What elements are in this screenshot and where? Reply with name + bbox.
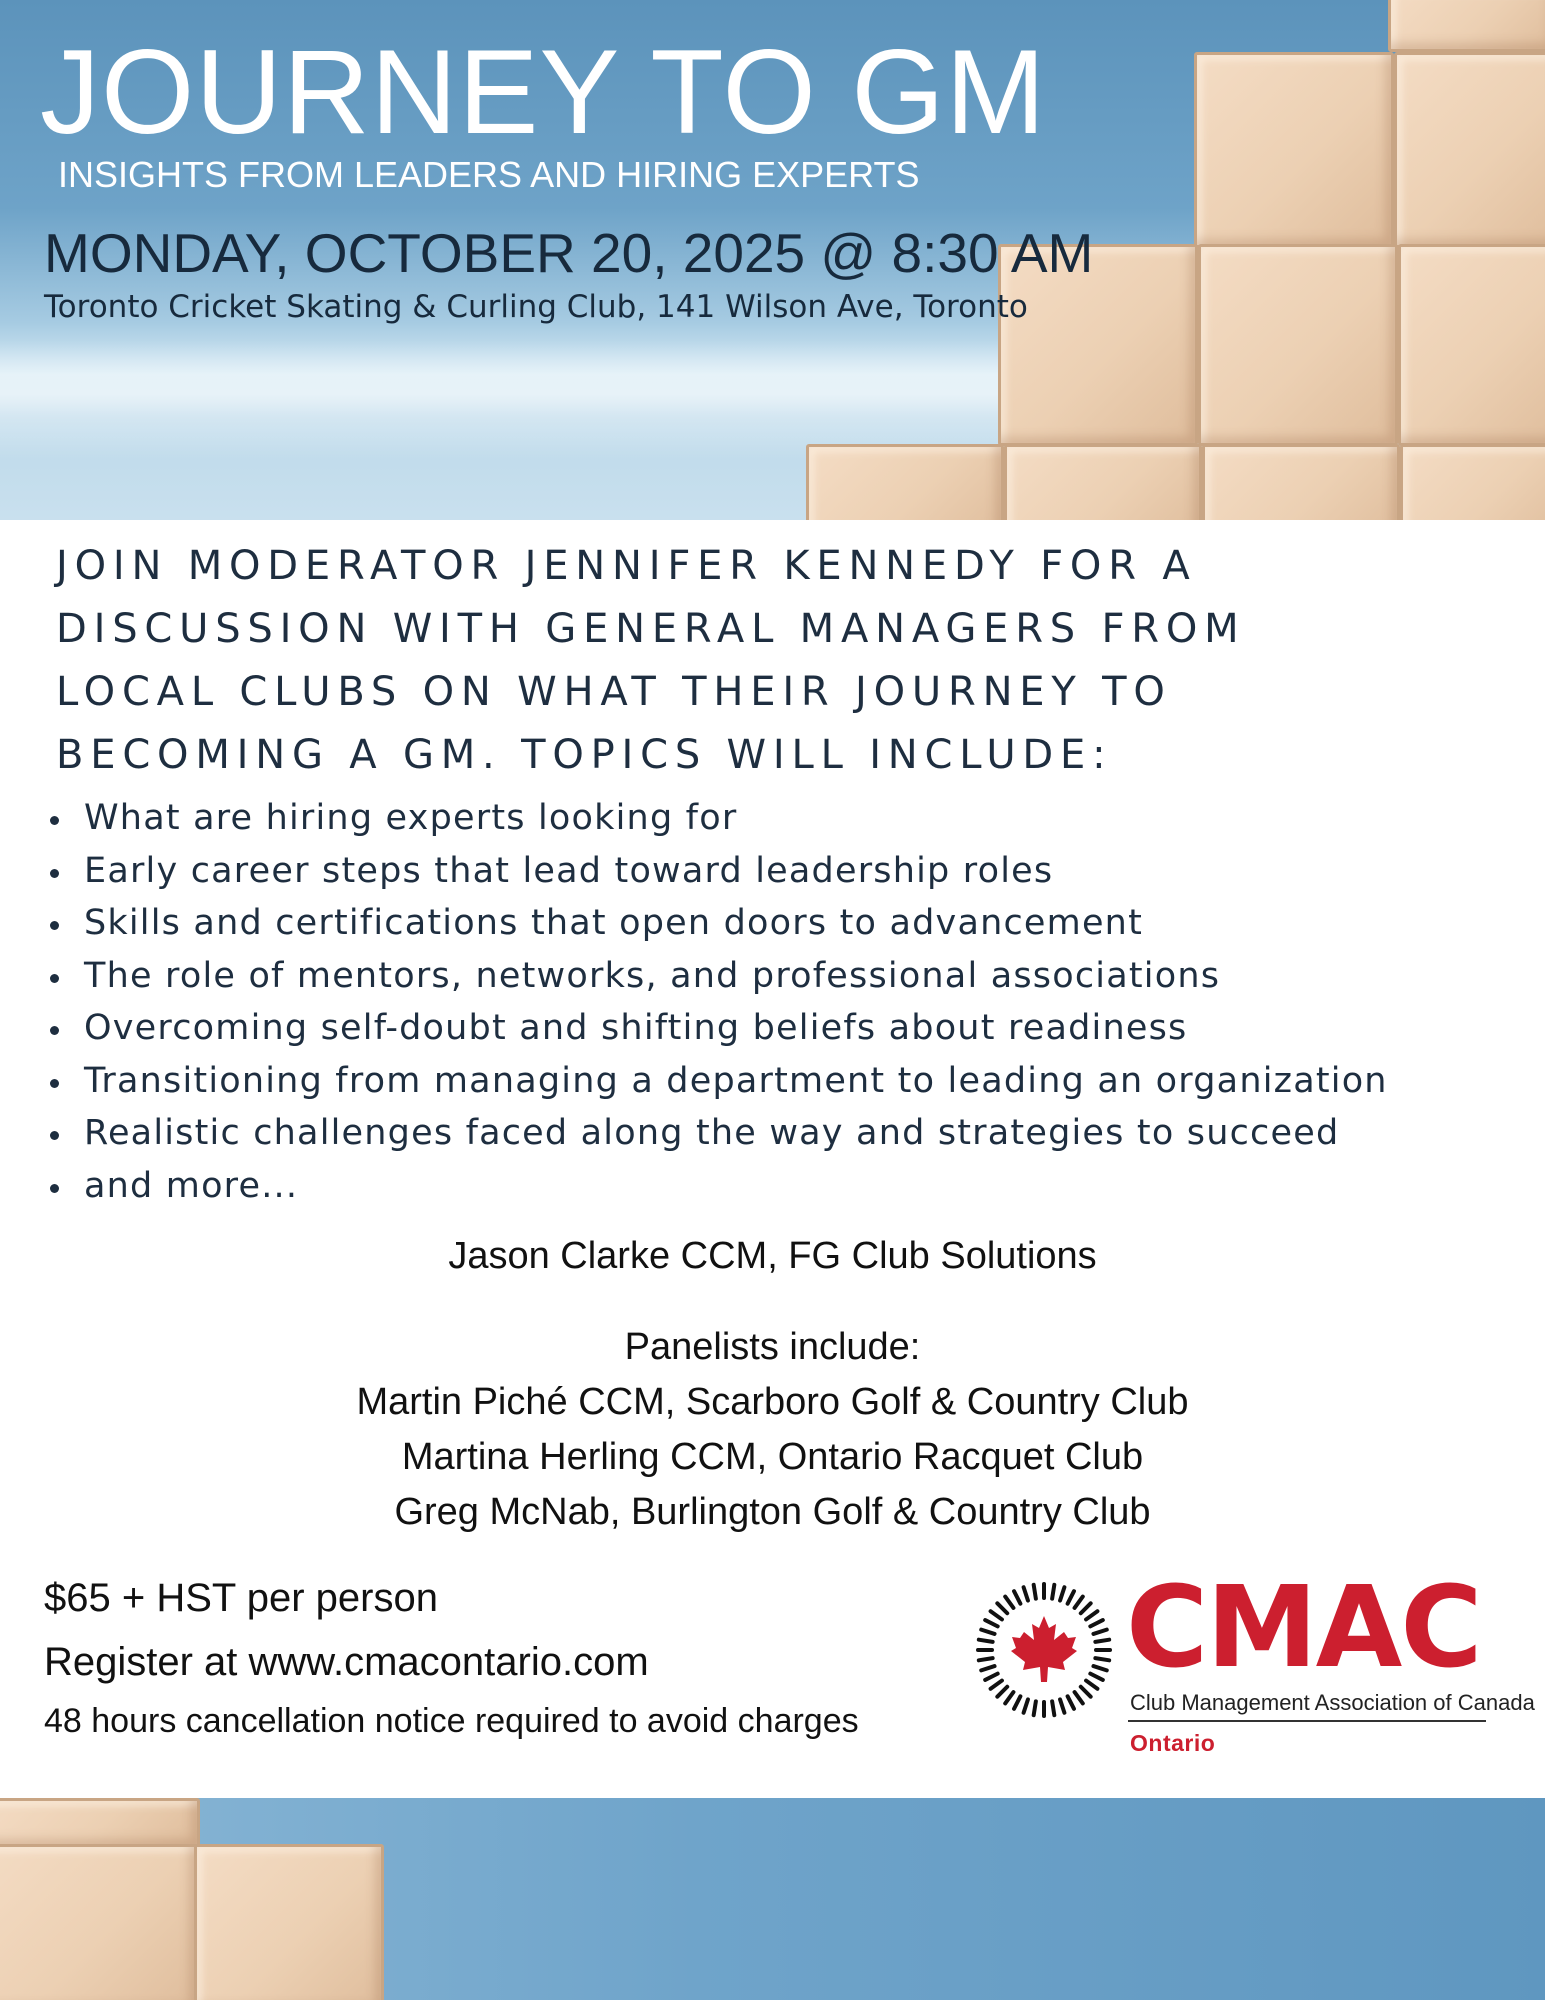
wooden-block <box>1400 444 1545 520</box>
header-banner <box>0 0 1545 520</box>
bullet-icon <box>50 816 59 825</box>
list-item <box>42 792 1388 845</box>
intro-line: LOCAL CLUBS ON WHAT THEIR JOURNEY TO <box>56 669 1172 715</box>
panelists-block <box>0 1320 1545 1540</box>
wooden-block <box>194 1844 384 2000</box>
emblem-ray <box>1024 1587 1028 1600</box>
emblem-ray <box>1052 1585 1054 1599</box>
topic-text: What are hiring experts looking for <box>84 798 738 838</box>
emblem-ray <box>991 1611 1002 1619</box>
emblem-ray <box>1005 1692 1013 1703</box>
emblem-ray <box>1090 1674 1102 1680</box>
emblem-ray <box>1095 1658 1109 1660</box>
emblem-ray <box>1024 1699 1028 1712</box>
moderator-credit: Jason Clarke CCM, FG Club Solutions <box>448 1235 1097 1277</box>
emblem-ray <box>1034 1585 1036 1599</box>
topic-text: Transitioning from managing a department to leading an organization <box>84 1060 1388 1101</box>
emblem-ray <box>1075 1692 1083 1703</box>
topics-list <box>42 792 1388 1212</box>
emblem-ray <box>1093 1666 1106 1670</box>
topic-text: Overcoming self-doubt and shifting beliefs about readiness <box>84 1008 1188 1048</box>
topic-text: and more... <box>84 1165 299 1206</box>
list-item <box>42 1002 1388 1055</box>
emblem-ray <box>1075 1597 1083 1608</box>
wooden-block <box>1198 244 1398 446</box>
panelist: Martina Herling CCM, Ontario Racquet Club <box>401 1436 1144 1478</box>
topic-text: The role of mentors, networks, and professional associations <box>84 955 1221 996</box>
emblem-ray <box>997 1603 1007 1613</box>
wooden-block <box>1394 52 1545 248</box>
page-title: JOURNEY TO GM <box>40 25 1047 159</box>
page-subtitle: INSIGHTS FROM LEADERS AND HIRING EXPERTS <box>58 154 920 195</box>
wooden-block <box>1004 444 1202 520</box>
wooden-block <box>806 444 1004 520</box>
event-venue: Toronto Cricket Skating & Curling Club, 141 Wilson Ave, Toronto <box>44 289 1028 325</box>
bullet-icon <box>50 1184 59 1193</box>
emblem-ray <box>985 1620 997 1626</box>
intro-line: DISCUSSION WITH GENERAL MANAGERS FROM <box>56 606 1246 652</box>
panelist: Greg McNab, Burlington Golf & Country Club <box>394 1491 1151 1533</box>
intro-line: BECOMING A GM. TOPICS WILL INCLUDE: <box>56 732 1113 778</box>
emblem-ray <box>1090 1620 1102 1626</box>
intro-line: JOIN MODERATOR JENNIFER KENNEDY FOR A <box>56 543 1197 589</box>
bullet-icon <box>50 869 59 878</box>
emblem-ray <box>1081 1603 1091 1613</box>
bullet-icon <box>50 1131 59 1140</box>
topic-text: Realistic challenges faced along the way and strategies to succeed <box>84 1113 1340 1153</box>
maple-leaf-icon <box>976 1582 1112 1718</box>
emblem-ray <box>1095 1640 1109 1642</box>
list-item <box>42 1160 1388 1213</box>
emblem-ray <box>979 1640 993 1642</box>
emblem-ray <box>1068 1696 1074 1708</box>
emblem-ray <box>991 1681 1002 1689</box>
event-datetime: MONDAY, OCTOBER 20, 2025 @ 8:30 AM <box>44 222 1094 284</box>
emblem-ray <box>997 1687 1007 1697</box>
price-text: $65 + HST per person <box>44 1576 438 1620</box>
logo-region: Ontario <box>1130 1730 1216 1756</box>
emblem-ray <box>1060 1699 1064 1712</box>
wooden-block <box>1398 244 1545 446</box>
topic-text: Skills and certifications that open doors to advancement <box>84 903 1143 943</box>
emblem-ray <box>1060 1587 1064 1600</box>
logo-divider <box>1128 1720 1486 1722</box>
emblem-ray <box>981 1630 994 1634</box>
wooden-block <box>1388 0 1545 52</box>
register-text: Register at www.cmacontario.com <box>44 1640 649 1684</box>
emblem-ray <box>1081 1687 1091 1697</box>
emblem-ray <box>1093 1630 1106 1634</box>
list-item <box>42 897 1388 950</box>
wooden-block <box>0 1798 200 1848</box>
emblem-ray <box>1086 1681 1097 1689</box>
intro-paragraph <box>56 535 1516 787</box>
emblem-ray <box>1005 1597 1013 1608</box>
cancellation-note: 48 hours cancellation notice required to avoid charges <box>44 1702 859 1740</box>
bullet-icon <box>50 921 59 930</box>
bullet-icon <box>50 1079 59 1088</box>
emblem-ray <box>1068 1591 1074 1603</box>
emblem-ray <box>1086 1611 1097 1619</box>
emblem-ray <box>981 1666 994 1670</box>
logo-name: Club Management Association of Canada <box>1130 1690 1535 1715</box>
footer-banner <box>0 1798 1545 2000</box>
emblem-ray <box>1014 1696 1020 1708</box>
emblem-ray <box>979 1658 993 1660</box>
list-item <box>42 1107 1388 1160</box>
list-item <box>42 845 1388 898</box>
logo-acronym: CMAC <box>1126 1563 1481 1693</box>
topic-text: Early career steps that lead toward leadership roles <box>84 850 1054 891</box>
bullet-icon <box>50 974 59 983</box>
bullet-icon <box>50 1026 59 1035</box>
panelists-heading: Panelists include: <box>624 1326 921 1368</box>
emblem-ray <box>1052 1701 1054 1715</box>
emblem-ray <box>1034 1701 1036 1715</box>
list-item <box>42 950 1388 1003</box>
list-item <box>42 1055 1388 1108</box>
emblem-ray <box>985 1674 997 1680</box>
emblem-ray <box>1014 1591 1020 1603</box>
wooden-block <box>0 1844 198 2000</box>
panelist: Martin Piché CCM, Scarboro Golf & Country Club <box>356 1381 1189 1423</box>
wooden-block <box>1202 444 1400 520</box>
wooden-block <box>1194 52 1394 248</box>
